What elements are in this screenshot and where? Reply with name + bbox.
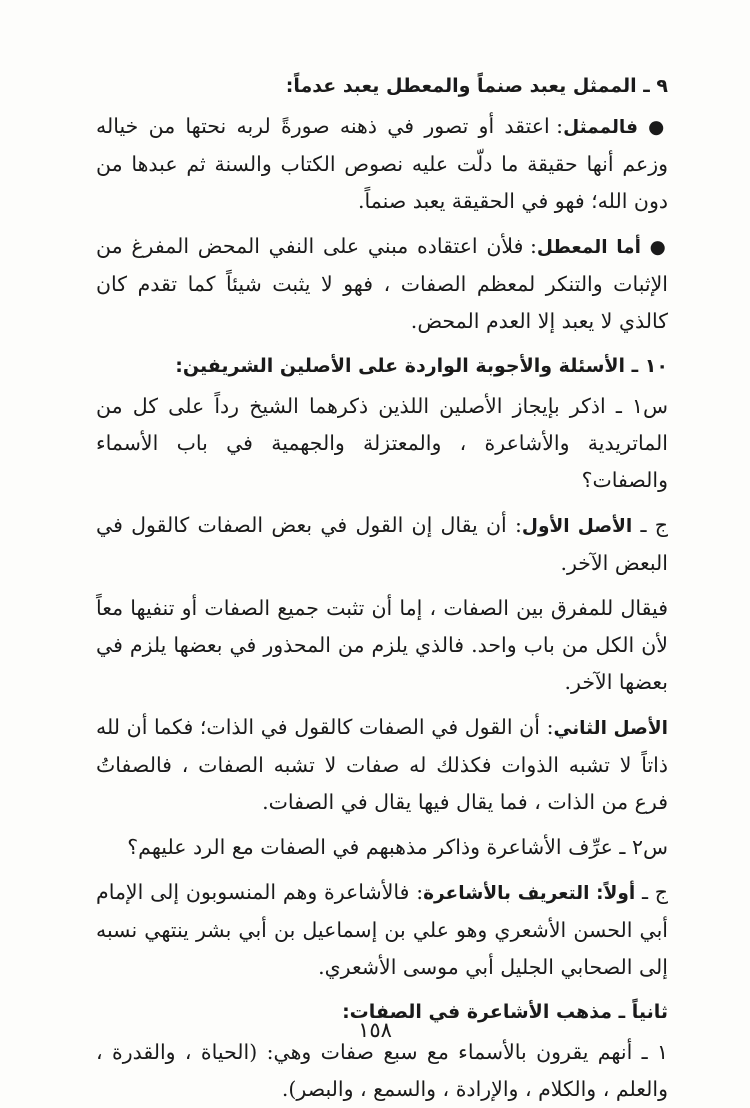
text-second-principle: : أن القول في الصفات كالقول في الذات؛ فكما أن لله ذاتاً لا تشبه الذوات فكذلك له صفات لا تشبه الصفات ، فالصفاتُ فرع من الذات ، فما يقال فيها يقال في الصفات. xyxy=(96,715,668,814)
answer-1-second-principle xyxy=(96,709,668,821)
text-muattil: : فلأن اعتقاده مبني على النفي المحض المفرغ من الإثبات والتنكر لمعظم الصفات ، فهو لا يثبت شيئاً كما تقدم كان كالذي لا يعبد إلا العدم المحض. xyxy=(96,234,668,333)
lead-ashaira-definition: أولاً: التعريف بالأشاعرة xyxy=(423,883,636,904)
question-2: س٢ ـ عرِّف الأشاعرة وذاكر مذهبهم في الصفات مع الرد عليهم؟ xyxy=(127,835,668,859)
section-9-heading: ٩ ـ الممثل يعبد صنماً والمعطل يعبد عدماً: xyxy=(285,75,668,97)
paragraph-mumaththil xyxy=(96,108,668,220)
page-number: ١٥٨ xyxy=(358,1018,392,1042)
lead-first-principle: الأصل الأول xyxy=(521,516,633,537)
lead-mumaththil: ● فالممثل xyxy=(563,117,668,138)
lead-second-principle: الأصل الثاني xyxy=(553,718,668,739)
paragraph-muattil xyxy=(96,228,668,340)
text-mumaththil: : اعتقد أو تصور في ذهنه صورةً لربه نحتها من خياله وزعم أنها حقيقة ما دلّت عليه نصوص الكتاب والسنة ثم عبدها من دون الله؛ فهو في الحقيقة يعبد صنماً. xyxy=(96,114,668,213)
answer-1-first-principle xyxy=(96,507,668,582)
section-10-heading: ١٠ ـ الأسئلة والأجوبة الواردة على الأصلين الشريفين: xyxy=(175,355,668,377)
answer-2-prefix: ج ـ xyxy=(641,880,668,904)
text-first-principle: : أن يقال إن القول في بعض الصفات كالقول في البعض الآخر. xyxy=(96,513,668,575)
answer-1-prefix: ج ـ xyxy=(640,513,668,537)
lead-muattil: ● أما المعطل xyxy=(536,237,668,258)
doctrine-point-1: ١ ـ أنهم يقرون بالأسماء مع سبع صفات وهي: (الحياة ، والقدرة ، والعلم ، والكلام ، والإرادة ، والسمع ، والبصر). xyxy=(96,1040,668,1101)
answer-2-definition xyxy=(96,874,668,986)
text-ashaira-definition: : فالأشاعرة وهم المنسوبون إلى الإمام أبي الحسن الأشعري وهو علي بن إسماعيل بن أبي بشر ينتهي نسبه إلى الصحابي الجليل أبي موسى الأشعري. xyxy=(96,880,668,979)
subheading-ashaira-doctrine: ثانياً ـ مذهب الأشاعرة في الصفات: xyxy=(342,1001,668,1023)
question-1: س١ ـ اذكر بإيجاز الأصلين اللذين ذكرهما الشيخ رداً على كل من الماتريدية والأشاعرة ، والمعتزلة والجهمية في باب الأسماء والصفات؟ xyxy=(96,394,668,492)
answer-1-continuation: فيقال للمفرق بين الصفات ، إما أن تثبت جميع الصفات أو تنفيها معاً لأن الكل من باب واحد. فالذي يلزم من المحذور في بعضها يلزم في بعضها الآخر. xyxy=(96,596,668,694)
